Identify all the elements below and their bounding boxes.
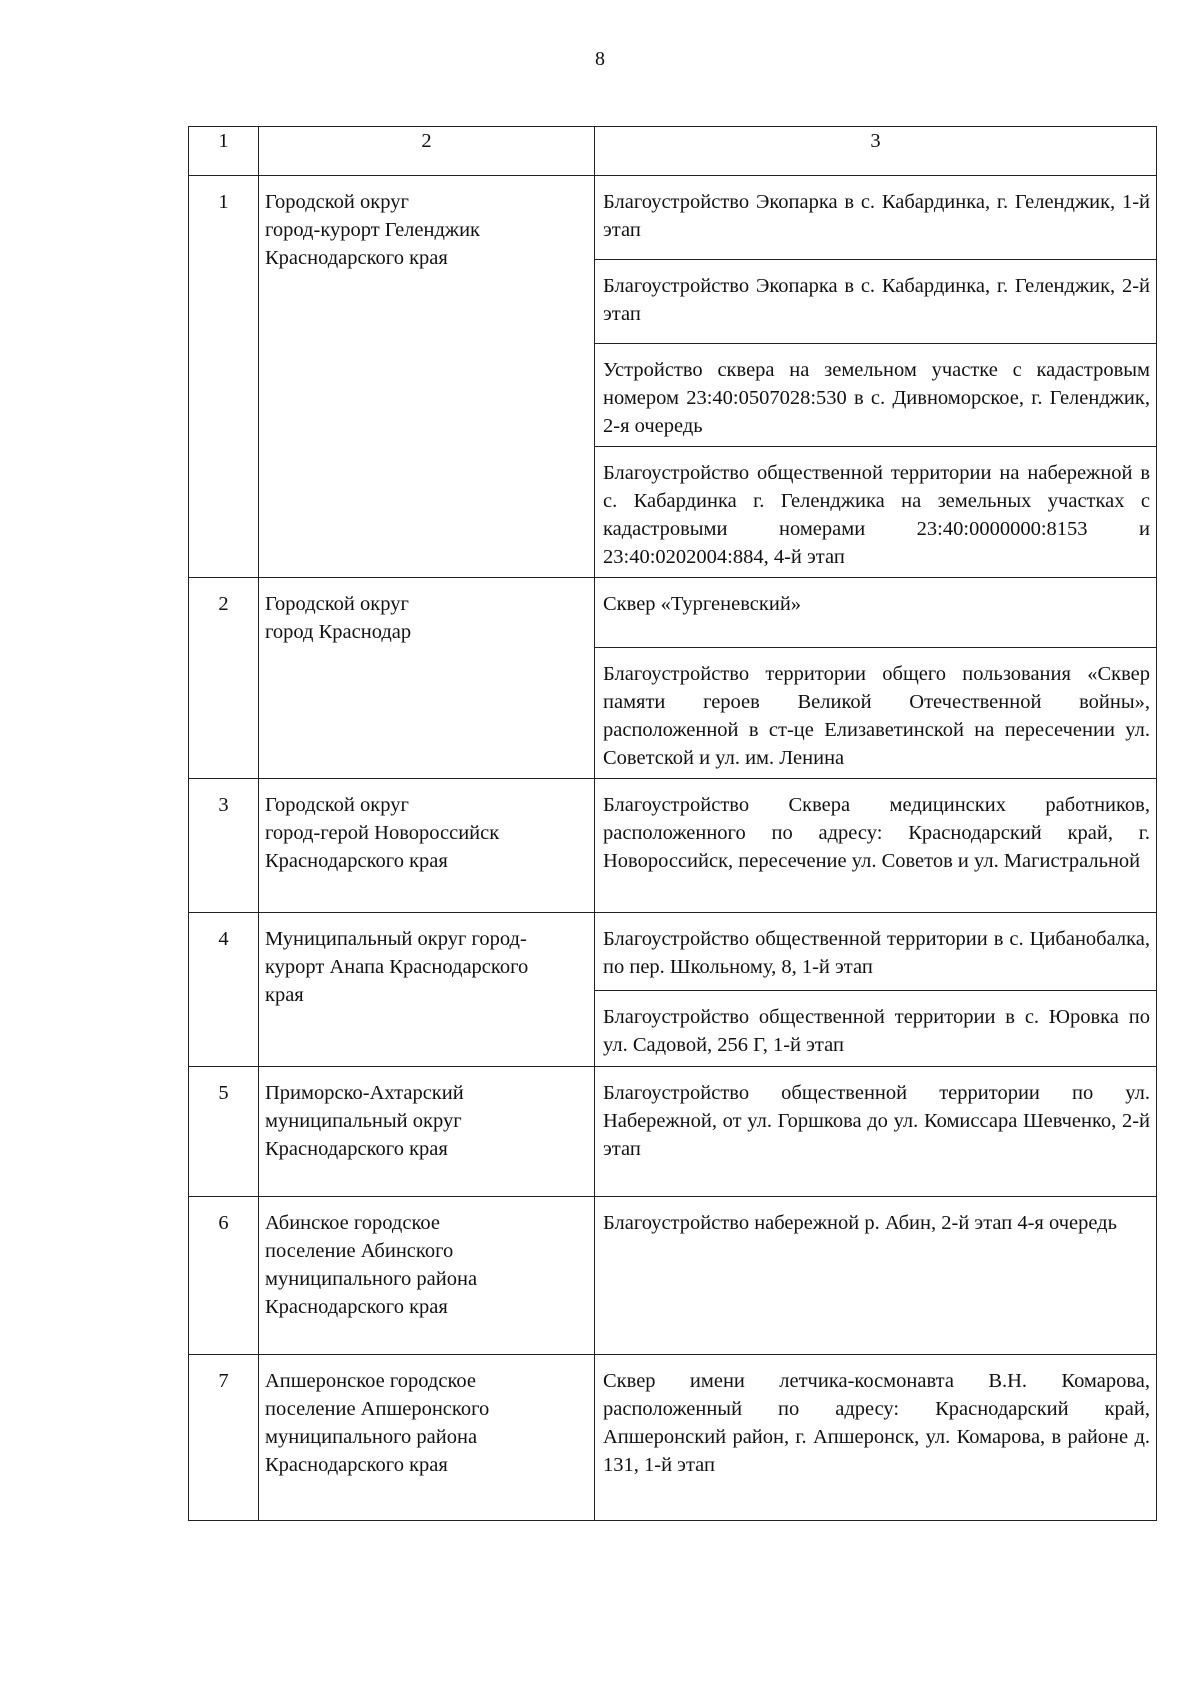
project-description: Благоустройство Сквера медицинских работников, расположенного по адресу: Краснодарский край, г. Новороссийск, пересечение ул. Советов и ул. Магистральной xyxy=(595,779,1157,913)
municipality-name xyxy=(259,176,595,578)
project-description: Благоустройство общественной территории в с. Юровка по ул. Садовой, 256 Г, 1-й этап xyxy=(595,991,1157,1067)
municipality-name-line: Городской округ xyxy=(265,794,409,816)
project-description: Благоустройство набережной р. Абин, 2-й этап 4-я очередь xyxy=(595,1197,1157,1355)
municipality-name-line: муниципального района xyxy=(265,1426,478,1448)
municipality-name-line: Городской округ xyxy=(265,191,409,213)
row-number: 6 xyxy=(189,1197,259,1355)
project-description: Благоустройство Экопарка в с. Кабардинка, г. Геленджик, 2-й этап xyxy=(595,260,1157,344)
municipality-name-line: город-герой Новороссийск xyxy=(265,822,500,844)
table-row xyxy=(189,913,1157,991)
table-row xyxy=(189,1355,1157,1521)
municipality-name xyxy=(259,779,595,913)
row-number: 2 xyxy=(189,578,259,779)
row-number: 4 xyxy=(189,913,259,1067)
municipality-name-line: город-курорт Геленджик xyxy=(265,219,481,241)
municipality-name-line: края xyxy=(265,984,304,1006)
municipality-name xyxy=(259,578,595,779)
column-header: 3 xyxy=(595,127,1157,176)
municipality-name-line: Абинское городское xyxy=(265,1212,440,1234)
municipality-name-line: Муниципальный округ город- xyxy=(265,928,527,950)
municipality-name-line: Краснодарского края xyxy=(265,1454,448,1476)
municipality-name-line: Апшеронское городское xyxy=(265,1370,476,1392)
municipality-name-line: курорт Анапа Краснодарского xyxy=(265,956,529,978)
table-header-row xyxy=(189,127,1157,176)
project-description: Благоустройство общественной территории на набережной в с. Кабардинка г. Геленджика на земельных участках с кадастровыми номерами 23:40:0000000:8153 и 23:40:0202004:884, 4-й этап xyxy=(595,447,1157,578)
municipal-projects-table xyxy=(188,126,1157,1521)
municipality-name-line: поселение Апшеронского xyxy=(265,1398,490,1420)
table-row xyxy=(189,1197,1157,1355)
project-description: Благоустройство общественной территории в с. Цибанобалка, по пер. Школьному, 8, 1-й этап xyxy=(595,913,1157,991)
municipality-name xyxy=(259,1067,595,1197)
table-row xyxy=(189,779,1157,913)
column-header: 1 xyxy=(189,127,259,176)
project-description: Устройство сквера на земельном участке с кадастровым номером 23:40:0507028:530 в с. Дивноморское, г. Геленджик, 2-я очередь xyxy=(595,344,1157,447)
table-row xyxy=(189,1067,1157,1197)
municipality-name-line: Краснодарского края xyxy=(265,1296,448,1318)
municipality-name-line: Приморско-Ахтарский xyxy=(265,1082,464,1104)
row-number: 7 xyxy=(189,1355,259,1521)
municipality-name-line: Краснодарского края xyxy=(265,1138,448,1160)
table-row xyxy=(189,578,1157,648)
row-number: 5 xyxy=(189,1067,259,1197)
project-description: Благоустройство Экопарка в с. Кабардинка, г. Геленджик, 1-й этап xyxy=(595,176,1157,260)
project-description: Сквер имени летчика-космонавта В.Н. Комарова, расположенный по адресу: Краснодарский край, Апшеронский район, г. Апшеронск, ул. Комарова, в районе д. 131, 1-й этап xyxy=(595,1355,1157,1521)
row-number: 3 xyxy=(189,779,259,913)
municipality-name-line: Городской округ xyxy=(265,593,409,615)
municipality-name xyxy=(259,1197,595,1355)
column-header: 2 xyxy=(259,127,595,176)
project-description: Сквер «Тургеневский» xyxy=(595,578,1157,648)
municipality-name-line: Краснодарского края xyxy=(265,850,448,872)
municipality-name-line: муниципального района xyxy=(265,1268,478,1290)
page-number: 8 xyxy=(595,48,605,70)
table-row xyxy=(189,176,1157,260)
row-number: 1 xyxy=(189,176,259,578)
municipality-name xyxy=(259,1355,595,1521)
project-description: Благоустройство территории общего пользования «Сквер памяти героев Великой Отечественной войны», расположенной в ст-це Елизаветинской на пересечении ул. Советской и ул. им. Ленина xyxy=(595,648,1157,779)
municipality-name-line: муниципальный округ xyxy=(265,1110,462,1132)
municipality-name-line: поселение Абинского xyxy=(265,1240,454,1262)
municipality-name-line: город Краснодар xyxy=(265,621,412,643)
project-description: Благоустройство общественной территории по ул. Набережной, от ул. Горшкова до ул. Комиссара Шевченко, 2-й этап xyxy=(595,1067,1157,1197)
municipality-name-line: Краснодарского края xyxy=(265,247,448,269)
municipality-name xyxy=(259,913,595,1067)
